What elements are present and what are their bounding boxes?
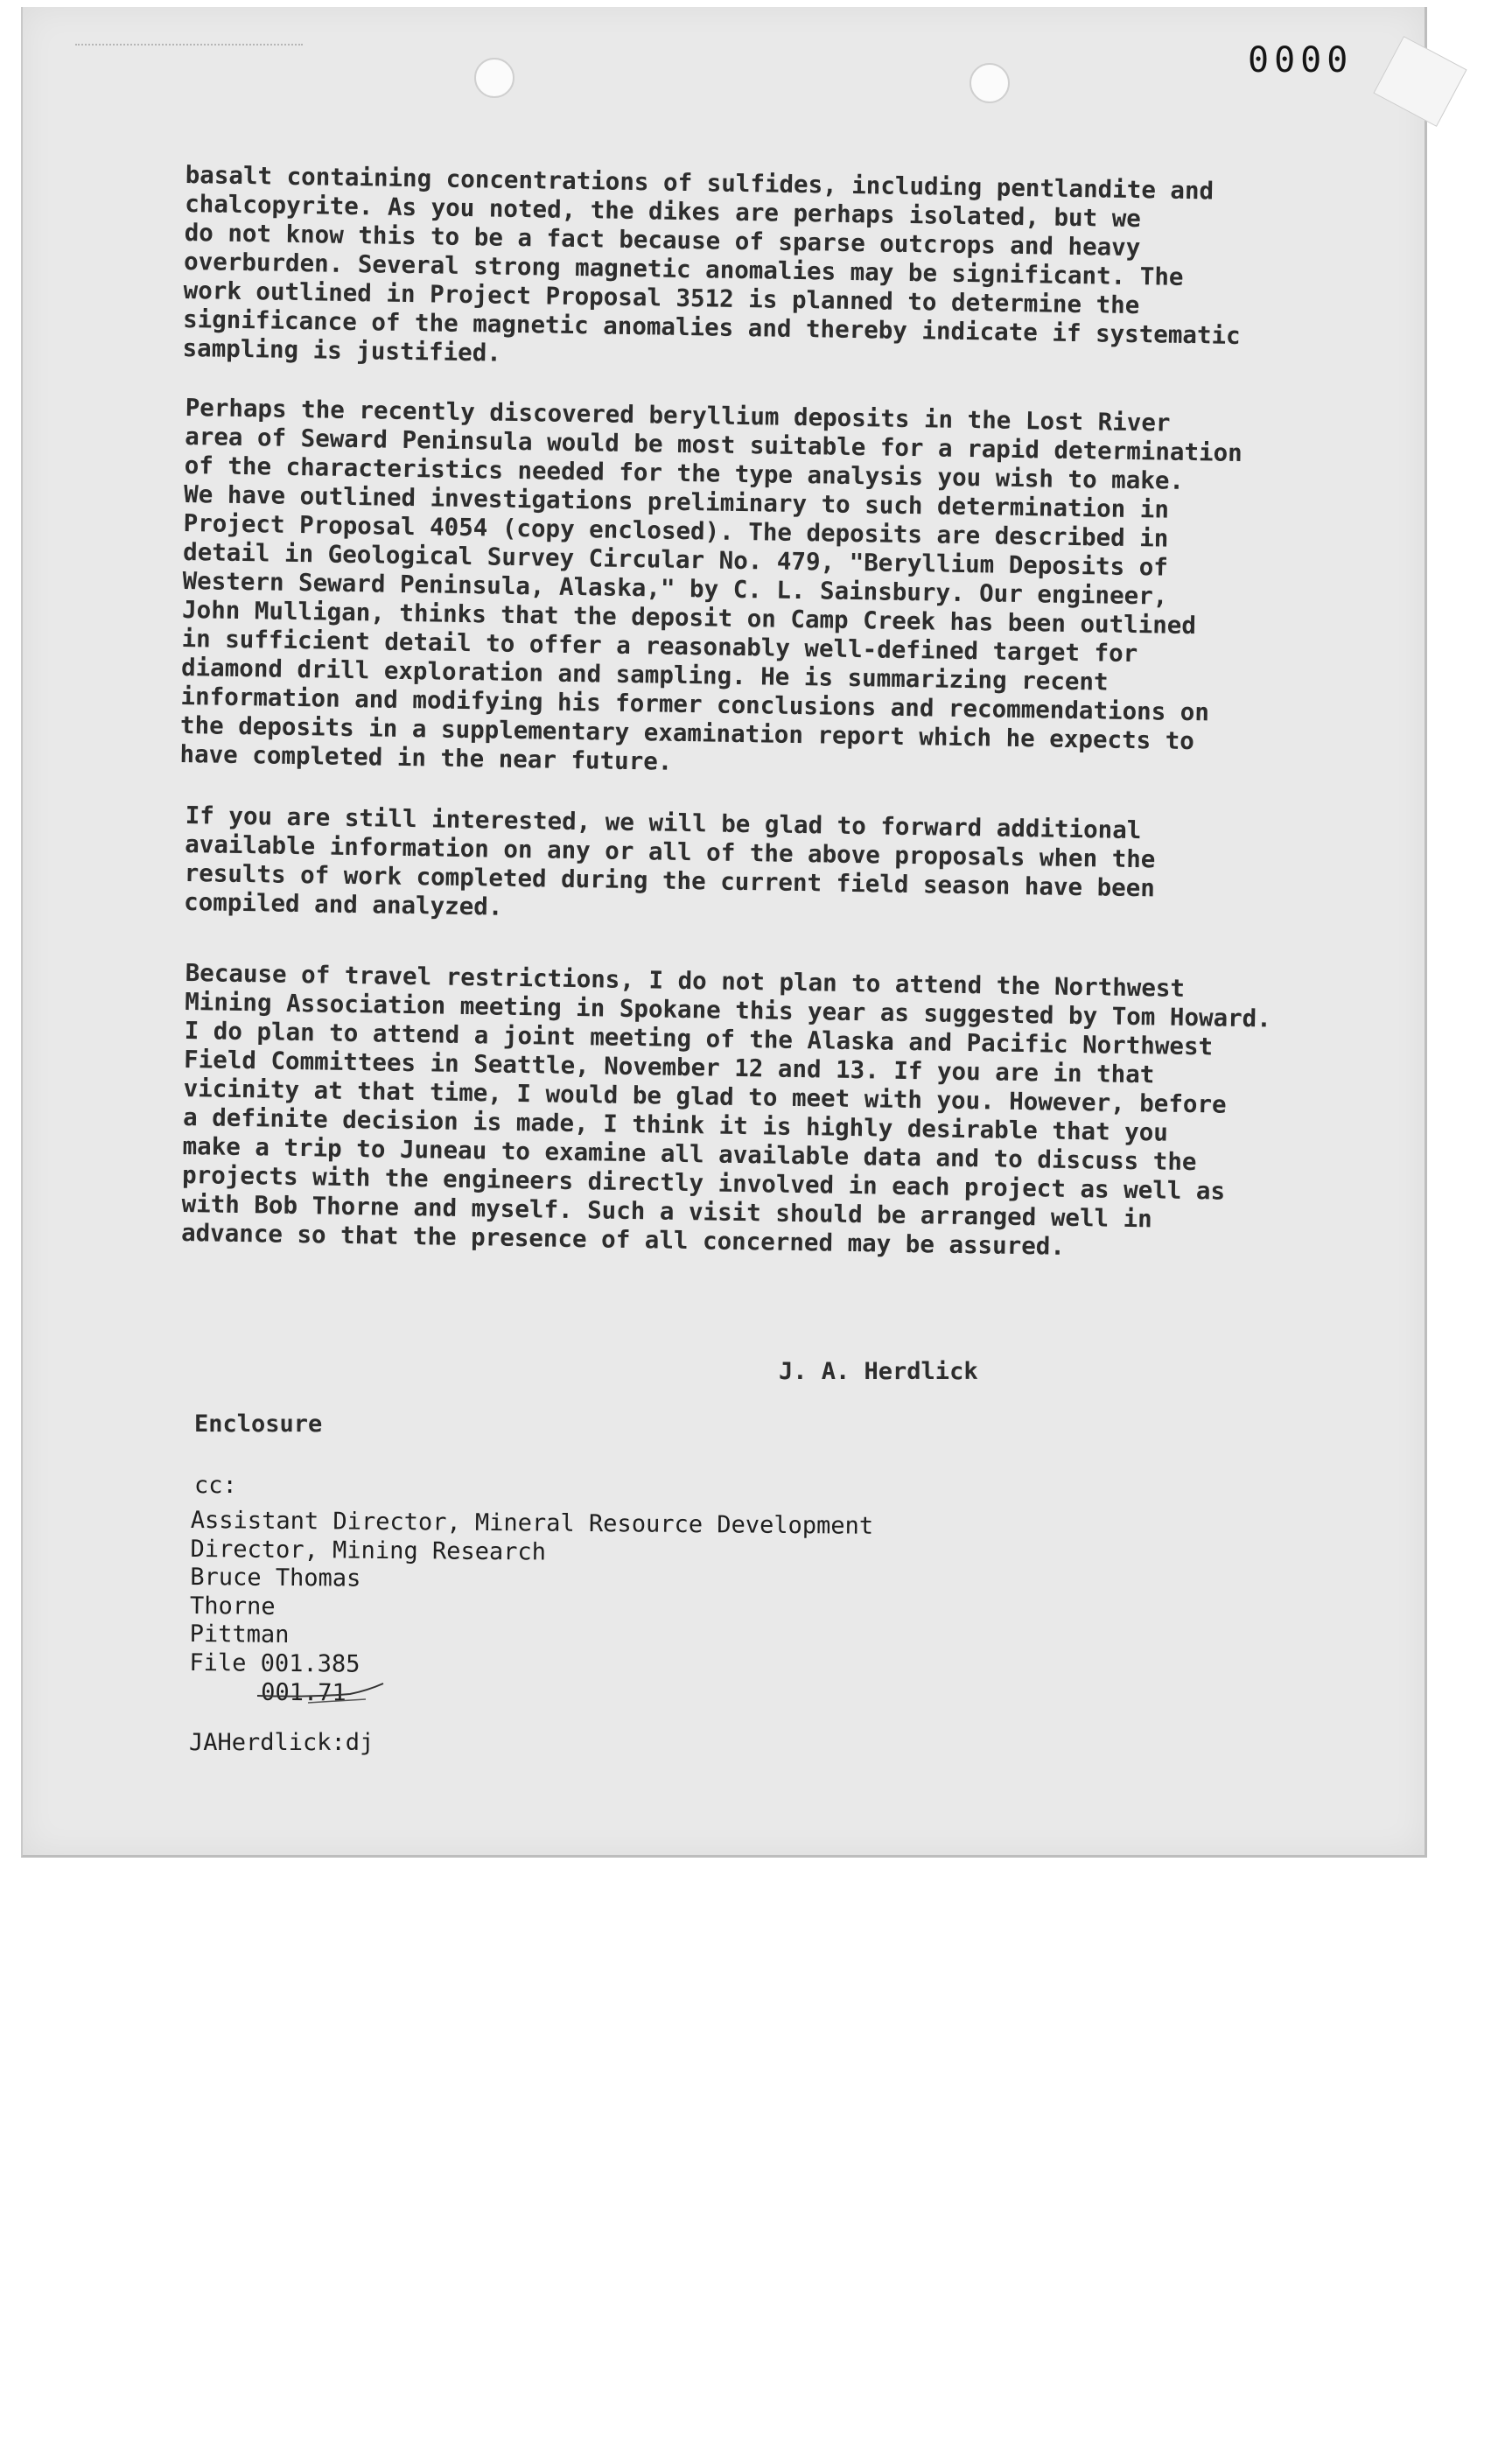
cc-recipient: Assistant Director, Mineral Resource Development [190,1507,874,1540]
signature-name: J. A. Herdlick [779,1358,978,1385]
letter-paragraph-2: Perhaps the recently discovered beryllium deposits in the Lost River area of Seward Peninsula would be most suitable for a rapid determination of the characteristics needed for the type analysis you wish to make. We have outlined investigations preliminary to such determination in Project Proposal 4054 (copy enclosed). The deposits are described in detail in Geological Survey Circular No. 479, "Beryllium Deposits of Western Seward Peninsula, Alaska," by C. L. Sainsbury. Our engineer, John Mulligan, thinks that the deposit on Camp Creek has been outlined in sufficient detail to offer a reasonably well-defined target for diamond drill exploration and sampling. He is summarizing recent information and modifying his former conclusions and recommendations on the deposits in a supplementary examination report which he expects to have completed in the near future. [179,394,1242,776]
letter-paragraph-3: If you are still interested, we will be glad to forward additional available information on any or all of the above proposals when the results of work completed during the current field season have been compiled and analyzed. [183,802,1156,921]
cc-recipient: Bruce Thomas [190,1564,361,1592]
cc-recipient: File 001.385 [189,1648,360,1678]
cc-recipient: Director, Mining Research [190,1535,547,1566]
enclosure-note: Enclosure [194,1410,323,1438]
punch-hole-left [474,58,514,98]
typist-initials: JAHerdlick:dj [189,1729,374,1756]
scan-smudge [75,44,303,51]
cc-recipient: Thorne [189,1592,276,1620]
cc-label: cc: [194,1472,237,1499]
handwritten-check-mark [256,1680,387,1706]
letter-paragraph-1: basalt containing concentrations of sulfides, including pentlandite and chalcopyrite. As you noted, the dikes are perhaps isolated, but we do not know this to be a fact because of sparse outcrops and heavy overburden. Several strong magnetic anomalies may be significant. The work outlined in Project Proposal 3512 is planned to determine the significance of the magnetic anomalies and thereby indicate if systematic sampling is justified. [182,161,1241,368]
folded-corner [1373,36,1466,127]
page-number: 0000 [1248,40,1354,80]
punch-hole-right [970,63,1010,103]
cc-recipient: Pittman [189,1620,290,1649]
cc-recipient: 001.71 [261,1678,346,1707]
letter-paragraph-4: Because of travel restrictions, I do not plan to attend the Northwest Mining Association meeting in Spokane this year as suggested by Tom Howard. I do plan to attend a joint meeting of the Alaska and Pacific Northwest Field Committees in Seattle, November 12 and 13. If you are in that vicinity at that time, I would be glad to meet with you. However, before a definite decision is made, I think it is highly desirable that you make a trip to Juneau to examine all available data and to discuss the projects with the engineers directly involved in each project as well as with Bob Thorne and myself. Such a visit should be arranged well in advance so that the presence of all concerned may be assured. [180,959,1272,1261]
